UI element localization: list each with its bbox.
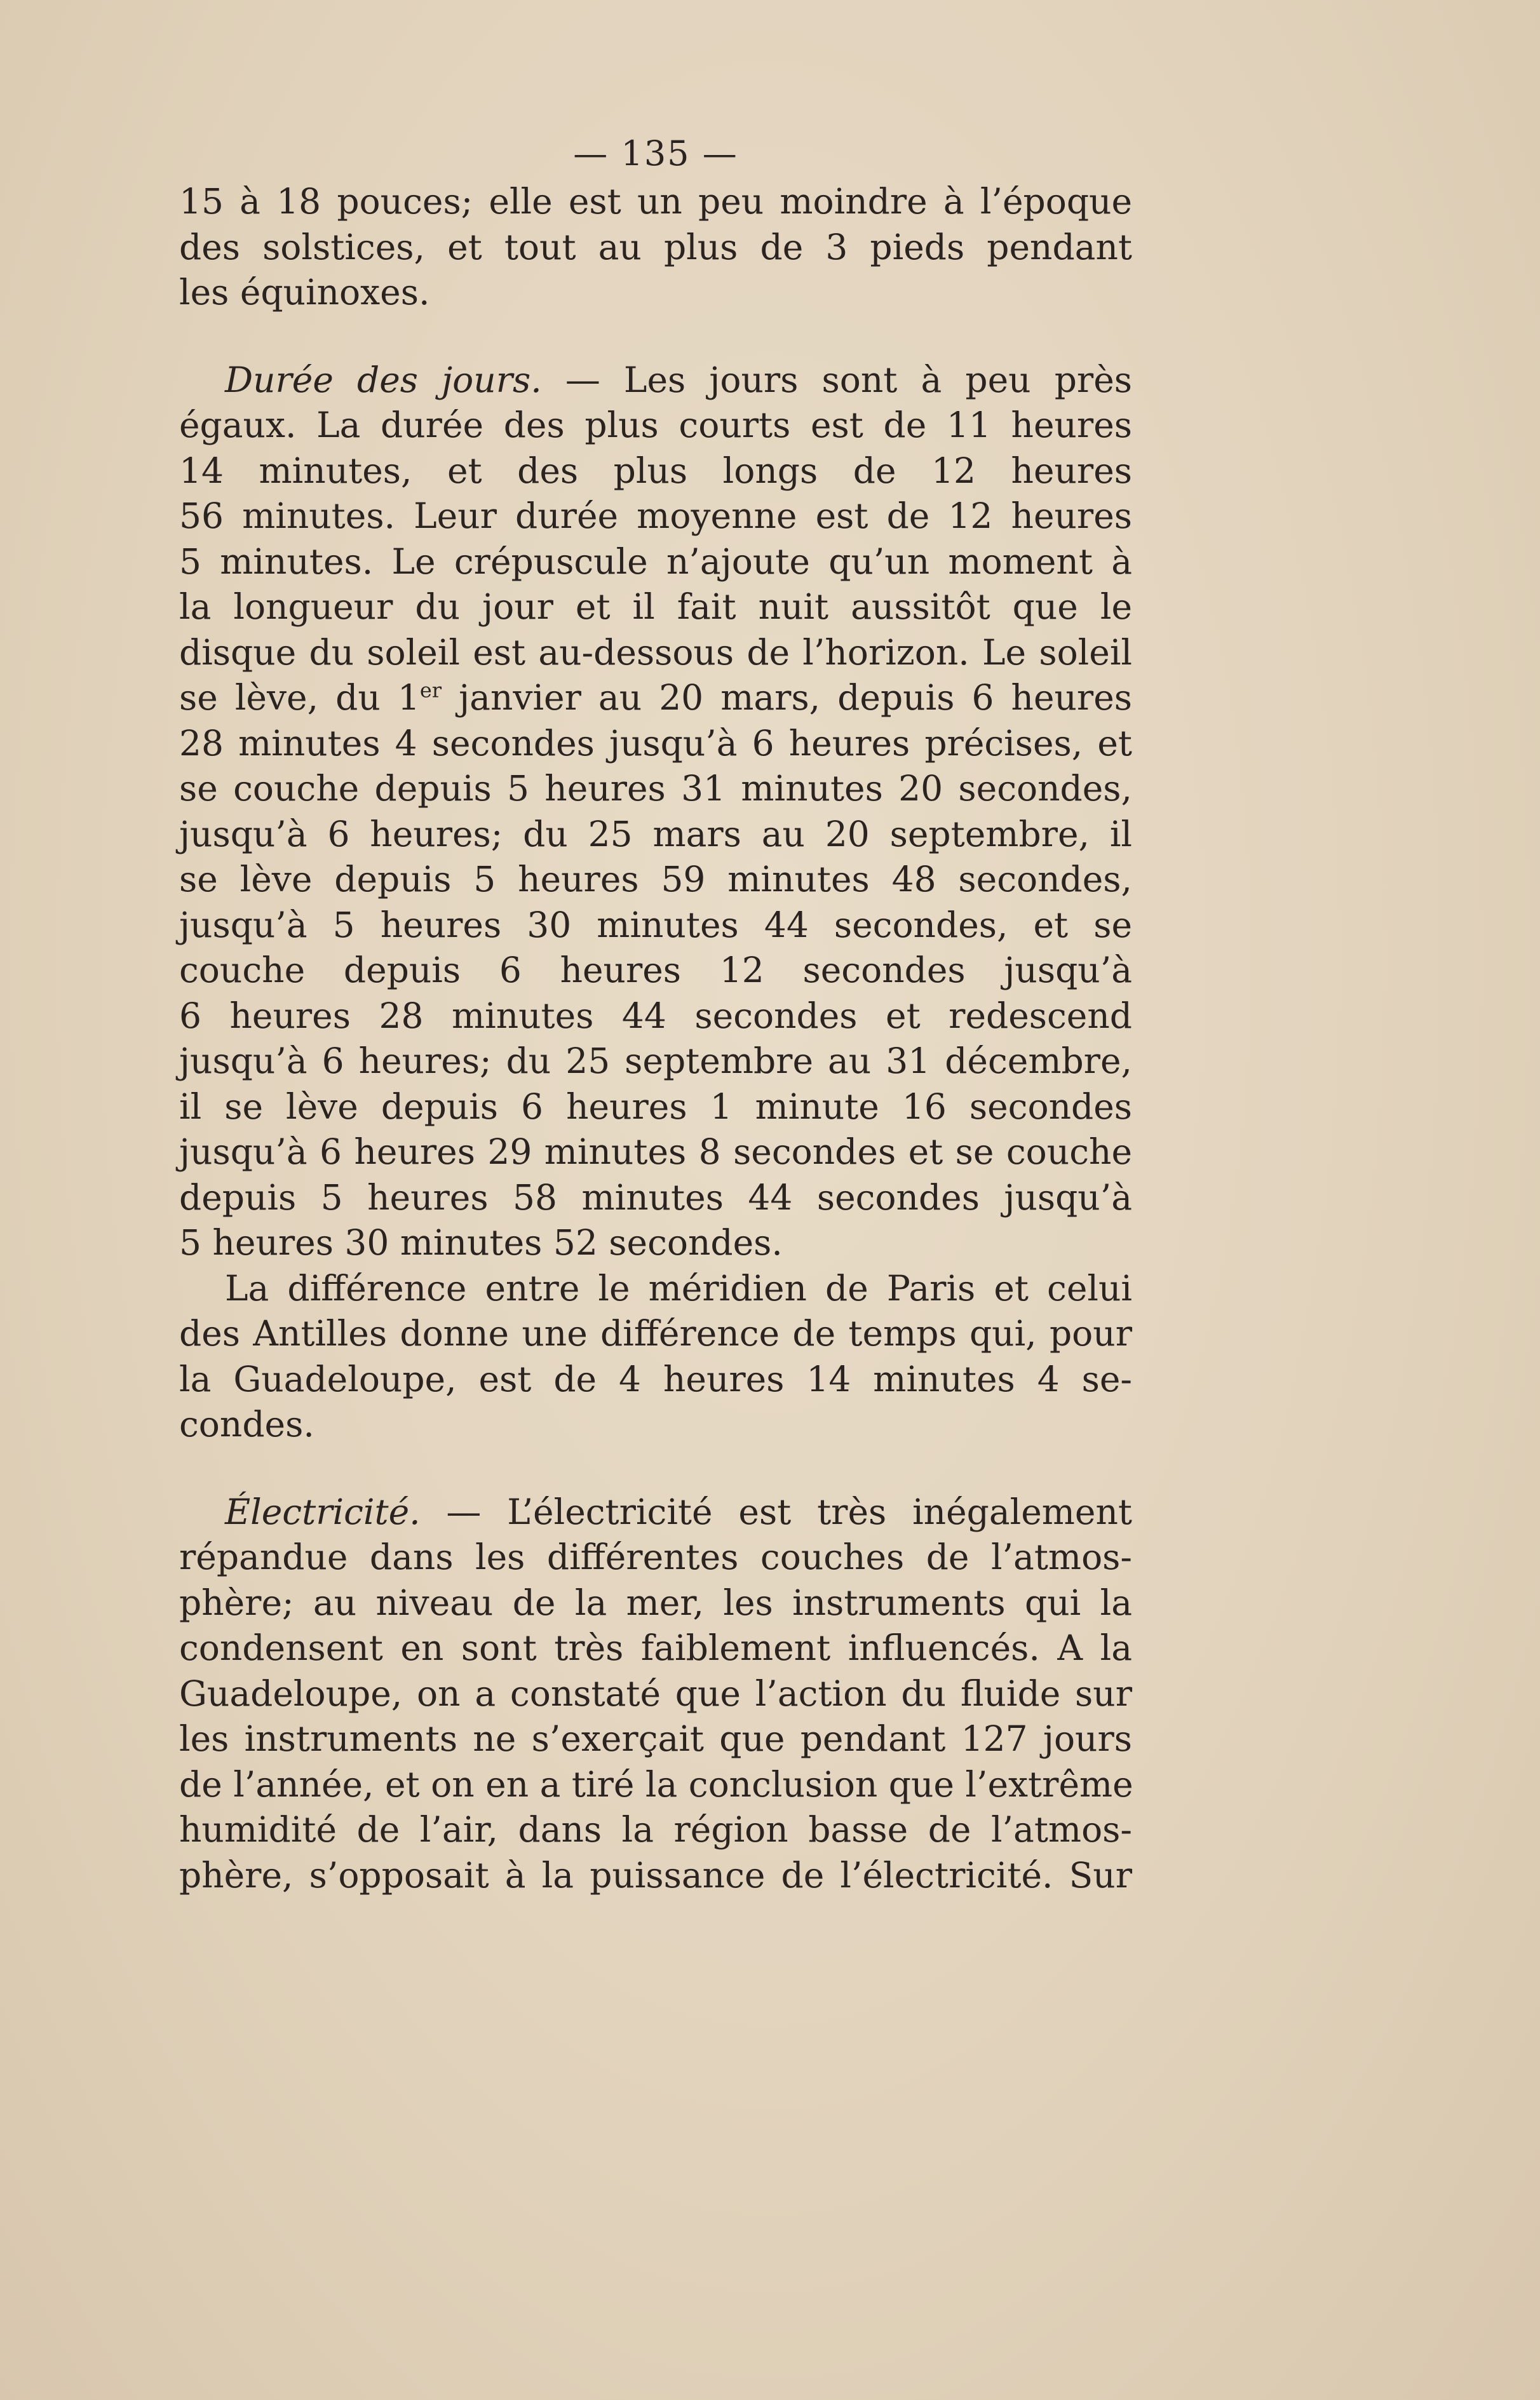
page-text <box>179 133 1132 1898</box>
text-line: condes. <box>179 1404 314 1445</box>
text-line: la Guadeloupe, est de 4 heures 14 minutes 4 se- <box>179 1358 1132 1399</box>
text-line: depuis 5 heures 58 minutes 44 secondes jusqu’à <box>179 1176 1132 1218</box>
text-line: 28 minutes 4 secondes jusqu’à 6 heures précises, et <box>179 722 1132 764</box>
section-heading-electricity: Électricité. <box>225 1491 421 1532</box>
text-line: jusqu’à 5 heures 30 minutes 44 secondes, et se <box>179 904 1132 945</box>
text-line: 6 heures 28 minutes 44 secondes et redescend <box>179 995 1132 1036</box>
text-line: les instruments ne s’exerçait que pendant 127 jours <box>179 1718 1132 1759</box>
text-line: 5 heures 30 minutes 52 secondes. <box>179 1222 783 1263</box>
text-line: se couche depuis 5 heures 31 minutes 20 secondes, <box>179 768 1132 809</box>
text-line: 56 minutes. Leur durée moyenne est de 12 heures <box>179 496 1132 536</box>
text-line: 14 minutes, et des plus longs de 12 heures <box>179 450 1132 491</box>
text-line: égaux. La durée des plus courts est de 11 heures <box>179 405 1132 445</box>
text-line: jusqu’à 6 heures; du 25 mars au 20 septembre, il <box>179 813 1132 854</box>
text-line: répandue dans les différentes couches de l’atmos- <box>179 1537 1132 1577</box>
text-line: jusqu’à 6 heures 29 minutes 8 secondes et se couche <box>179 1131 1132 1172</box>
paragraph-day-length <box>179 358 1132 1266</box>
text-line: Électricité. — L’électricité est très inégalement <box>225 1491 1132 1532</box>
text-line: se lève, du 1er janvier au 20 mars, depuis 6 heures <box>179 677 1132 718</box>
text-line: 15 à 18 pouces; elle est un peu moindre à l’époque <box>179 181 1132 222</box>
text-line: il se lève depuis 6 heures 1 minute 16 secondes <box>179 1086 1132 1127</box>
text-line: des solstices, et tout au plus de 3 pieds pendant <box>179 226 1132 267</box>
text-line: phère, s’opposait à la puissance de l’électricité. Sur <box>179 1854 1132 1896</box>
text-line: phère; au niveau de la mer, les instruments qui la <box>179 1582 1132 1623</box>
text-line: La différence entre le méridien de Paris et celui <box>225 1267 1132 1309</box>
text-line: condensent en sont très faiblement influencés. A la <box>179 1628 1132 1668</box>
page-number: — 135 — <box>573 133 738 173</box>
text-line: disque du soleil est au-dessous de l’horizon. Le soleil <box>179 631 1132 673</box>
section-heading-day-length: Durée des jours. <box>225 359 542 400</box>
paragraph-rainfall <box>179 179 1132 316</box>
text-line: couche depuis 6 heures 12 secondes jusqu’à <box>179 950 1132 990</box>
text-line: 5 minutes. Le crépuscule n’ajoute qu’un moment à <box>179 541 1132 582</box>
text-line: la longueur du jour et il fait nuit aussitôt que le <box>179 586 1132 627</box>
text-line: de l’année, et on en a tiré la conclusion que l’extrême <box>179 1763 1133 1805</box>
text-line: se lève depuis 5 heures 59 minutes 48 secondes, <box>179 859 1132 900</box>
text-line: humidité de l’air, dans la région basse de l’atmos- <box>179 1809 1132 1850</box>
text-line: des Antilles donne une différence de temps qui, pour <box>179 1313 1132 1354</box>
text-line: Guadeloupe, on a constaté que l’action du fluide sur <box>179 1673 1132 1714</box>
paragraph-electricity <box>179 1490 1132 1899</box>
text-line: les équinoxes. <box>179 272 430 313</box>
text-line: jusqu’à 6 heures; du 25 septembre au 31 décembre, <box>179 1041 1132 1081</box>
text-line: Durée des jours. — Les jours sont à peu près <box>225 359 1132 400</box>
paragraph-time-difference <box>179 1266 1132 1448</box>
